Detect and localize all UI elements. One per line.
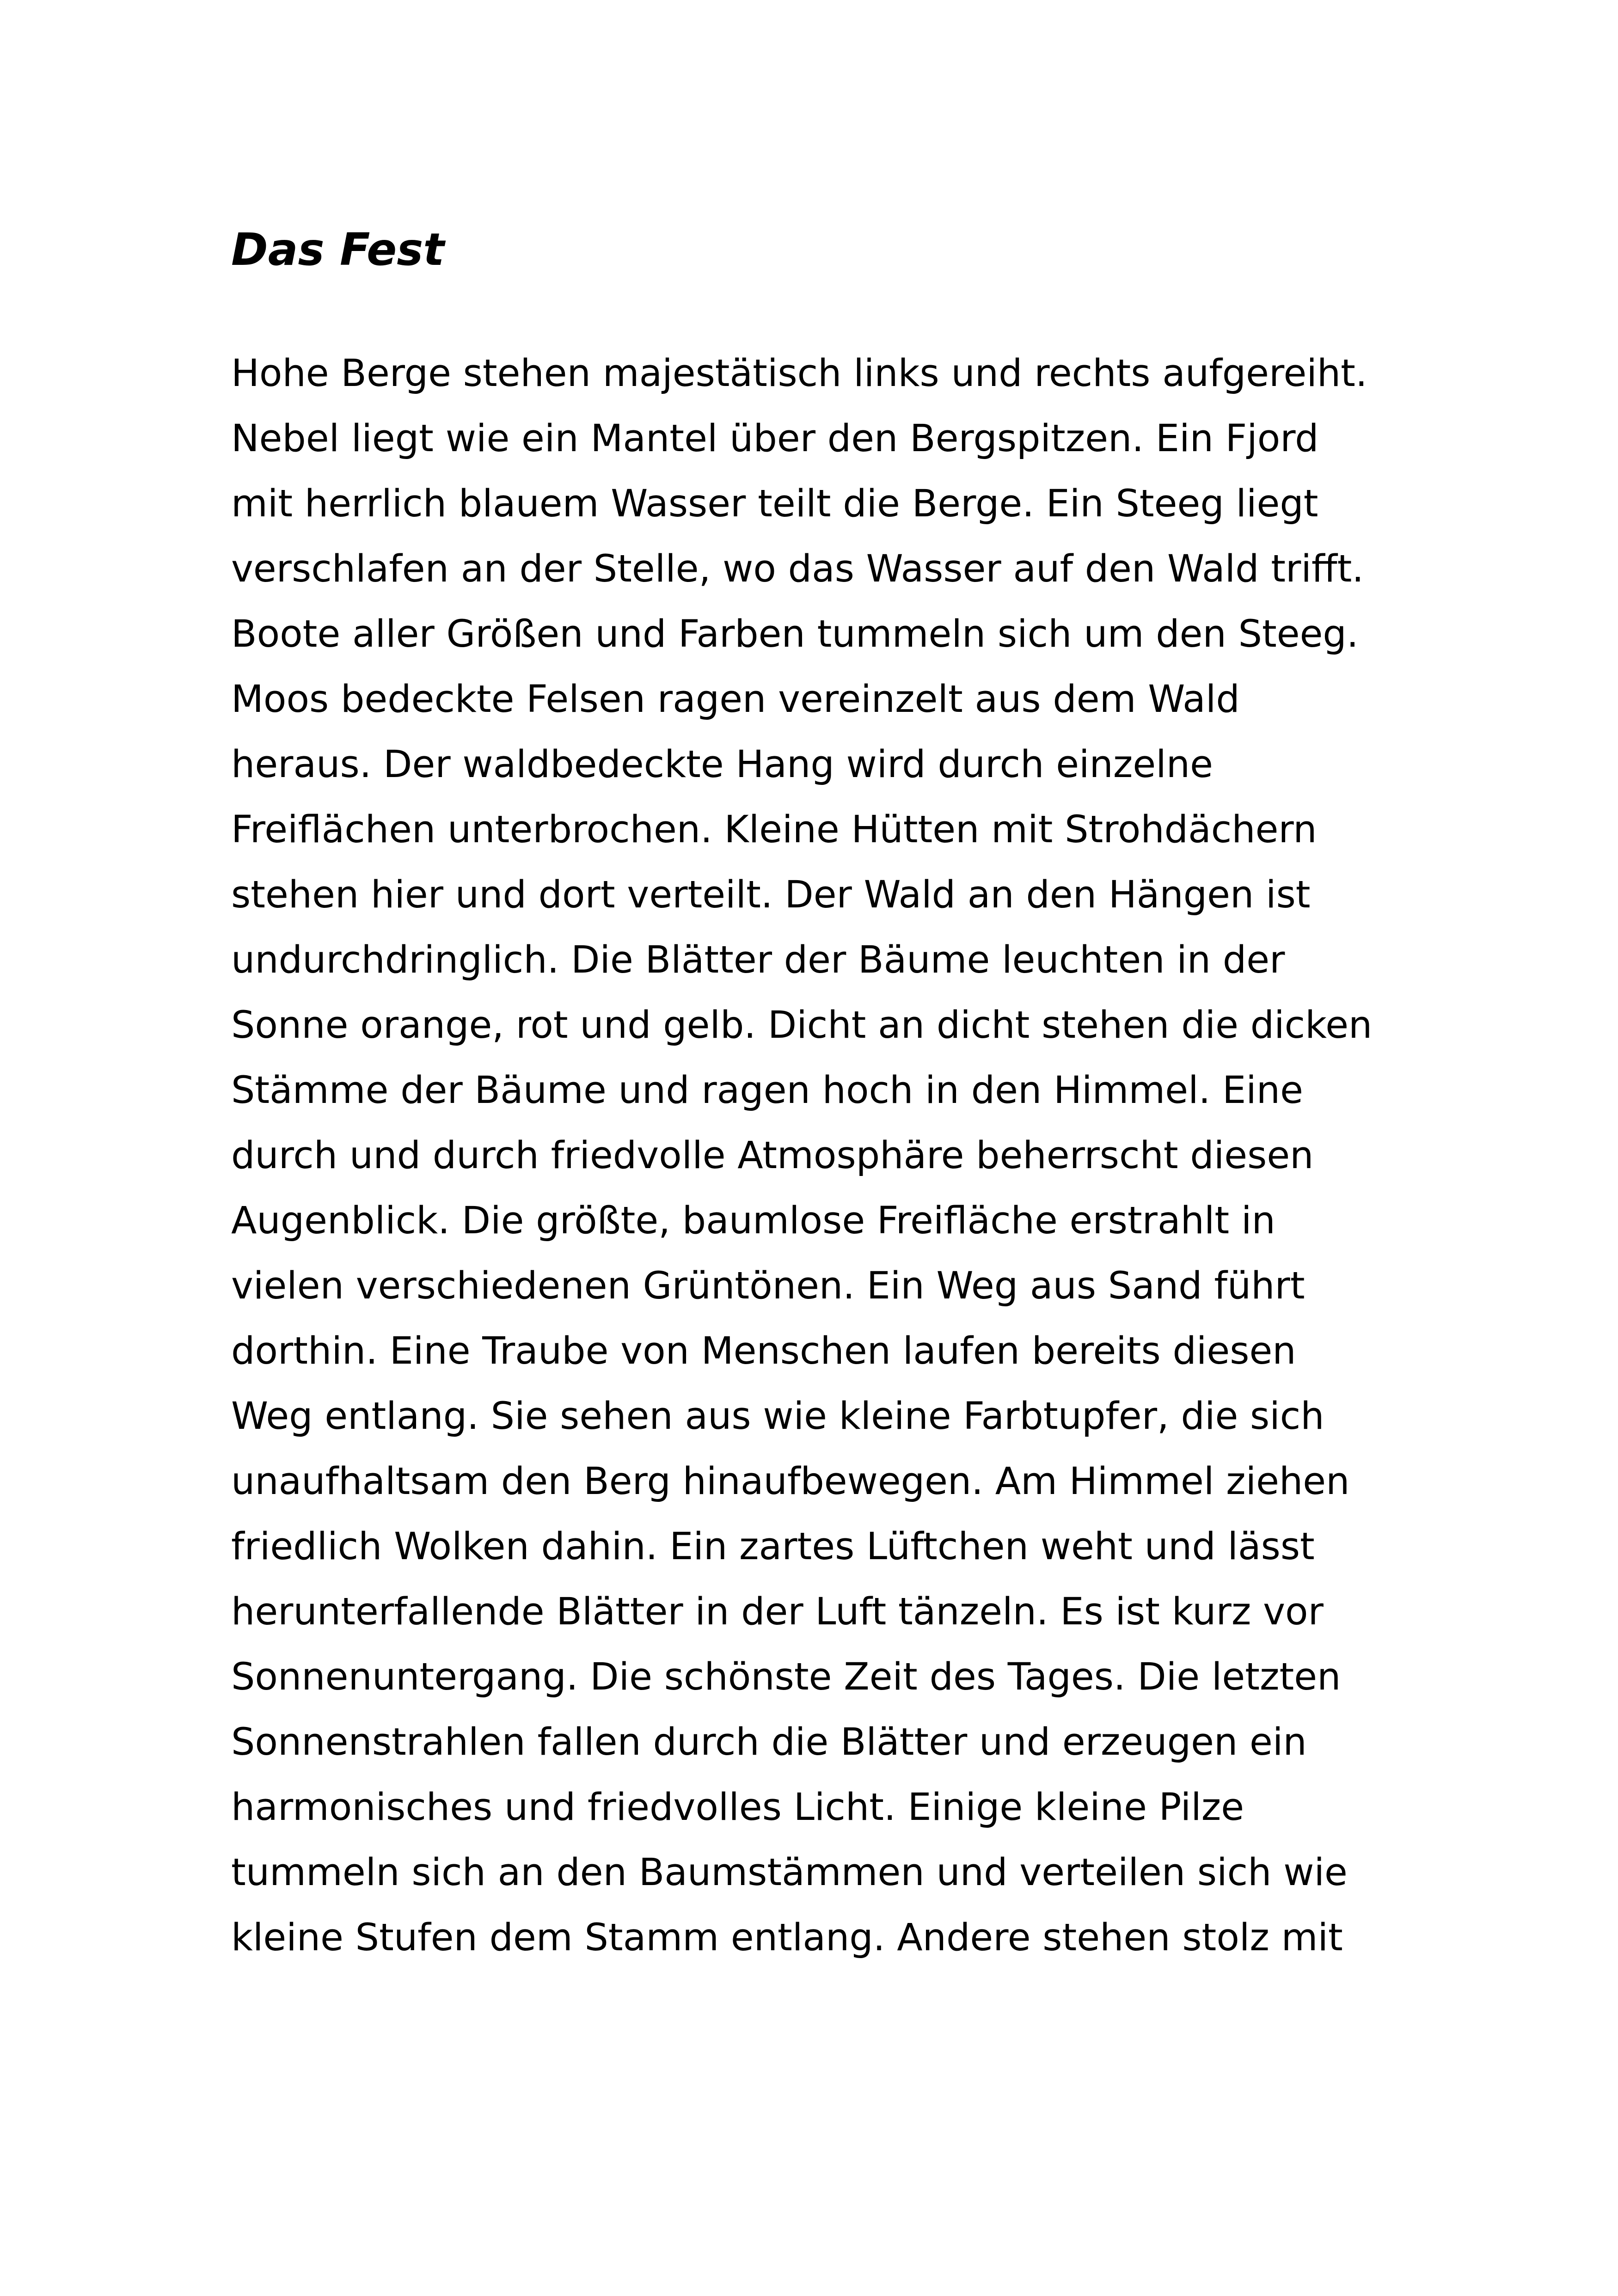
text-line: unaufhaltsam den Berg hinaufbewegen. Am Himmel ziehen (231, 1460, 1350, 1503)
text-line: durch und durch friedvolle Atmosphäre beherrscht diesen (231, 1134, 1314, 1177)
text-line: Nebel liegt wie ein Mantel über den Bergspitzen. Ein Fjord (231, 417, 1319, 460)
text-line: harmonisches und friedvolles Licht. Einige kleine Pilze (231, 1786, 1244, 1829)
text-line: mit herrlich blauem Wasser teilt die Berge. Ein Steeg liegt (231, 482, 1318, 526)
text-line: Sonne orange, rot und gelb. Dicht an dicht stehen die dicken (231, 1004, 1373, 1047)
text-line: Boote aller Größen und Farben tummeln sich um den Steeg. (231, 612, 1359, 656)
text-line: Stämme der Bäume und ragen hoch in den Himmel. Eine (231, 1069, 1303, 1112)
text-line: Sonnenstrahlen fallen durch die Blätter und erzeugen ein (231, 1720, 1307, 1764)
text-line: stehen hier und dort verteilt. Der Wald an den Hängen ist (231, 873, 1311, 917)
text-line: Hohe Berge stehen majestätisch links und rechts aufgereiht. (231, 352, 1367, 395)
text-line: friedlich Wolken dahin. Ein zartes Lüftchen weht und lässt (231, 1525, 1315, 1568)
text-line: Augenblick. Die größte, baumlose Freifläche erstrahlt in (231, 1199, 1275, 1243)
text-line: kleine Stufen dem Stamm entlang. Andere stehen stolz mit (231, 1916, 1343, 1959)
text-line: undurchdringlich. Die Blätter der Bäume leuchten in der (231, 938, 1285, 982)
document-title: Das Fest (231, 224, 445, 276)
text-line: Freiflächen unterbrochen. Kleine Hütten mit Strohdächern (231, 808, 1317, 851)
text-line: dorthin. Eine Traube von Menschen laufen bereits diesen (231, 1329, 1296, 1373)
text-line: verschlafen an der Stelle, wo das Wasser auf den Wald trifft. (231, 547, 1364, 591)
text-line: tummeln sich an den Baumstämmen und verteilen sich wie (231, 1851, 1348, 1894)
text-line: Sonnenuntergang. Die schönste Zeit des Tages. Die letzten (231, 1655, 1341, 1699)
text-line: vielen verschiedenen Grüntönen. Ein Weg aus Sand führt (231, 1264, 1305, 1308)
text-line: Moos bedeckte Felsen ragen vereinzelt aus dem Wald (231, 678, 1240, 721)
text-line: heraus. Der waldbedeckte Hang wird durch einzelne (231, 743, 1213, 786)
text-line: herunterfallende Blätter in der Luft tänzeln. Es ist kurz vor (231, 1590, 1324, 1634)
document-body (231, 341, 1415, 1971)
text-line: Weg entlang. Sie sehen aus wie kleine Farbtupfer, die sich (231, 1395, 1324, 1438)
